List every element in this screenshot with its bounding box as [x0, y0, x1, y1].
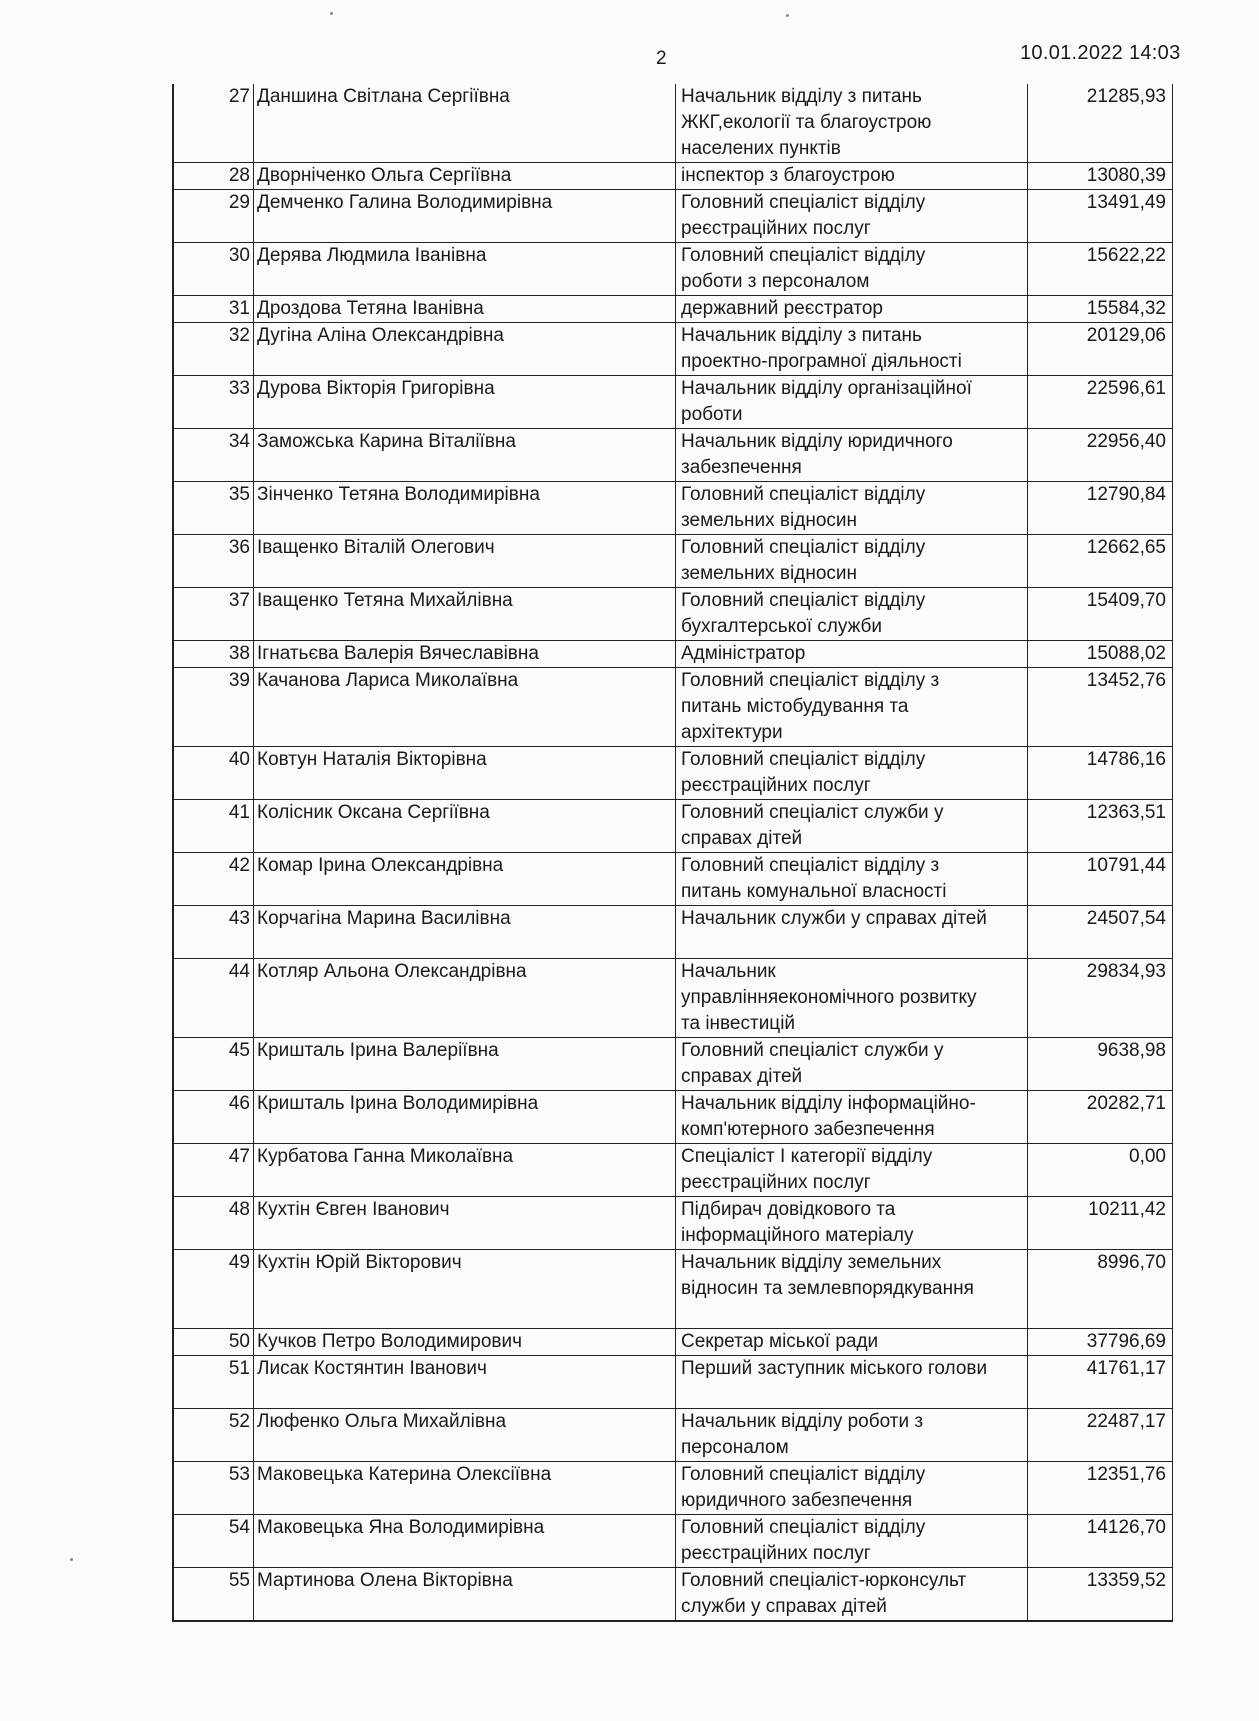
position-line: реєстраційних послуг	[681, 218, 871, 239]
employee-position	[676, 163, 1028, 190]
position-line: юридичного забезпечення	[681, 1490, 913, 1511]
row-number: 38	[173, 641, 254, 668]
position-line: Головний спеціаліст відділу	[681, 1464, 926, 1485]
row-number: 46	[173, 1091, 254, 1144]
employee-position	[676, 959, 1028, 1038]
position-line: реєстраційних послуг	[681, 1543, 871, 1564]
position-line: комп'ютерного забезпечення	[681, 1119, 935, 1140]
position-line: Начальник відділу з питань	[681, 86, 922, 107]
position-line: Головний спеціаліст відділу	[681, 192, 926, 213]
salary-amount: 14786,16	[1028, 747, 1173, 800]
employee-position	[676, 1356, 1028, 1409]
table-row	[173, 1462, 1173, 1515]
position-line: земельних відносин	[681, 563, 858, 584]
position-line: Головний спеціаліст служби у	[681, 802, 944, 823]
salary-amount: 9638,98	[1028, 1038, 1173, 1091]
table-row	[173, 1250, 1173, 1329]
employee-position	[676, 190, 1028, 243]
row-number: 43	[173, 906, 254, 959]
row-number: 42	[173, 853, 254, 906]
table-row	[173, 959, 1173, 1038]
employee-name: Кухтін Євген Іванович	[254, 1197, 676, 1250]
position-line: служби у справах дітей	[681, 1596, 887, 1617]
employee-name: Зінченко Тетяна Володимирівна	[254, 482, 676, 535]
row-number: 33	[173, 376, 254, 429]
salary-amount: 13359,52	[1028, 1568, 1173, 1622]
row-number: 55	[173, 1568, 254, 1622]
row-number: 53	[173, 1462, 254, 1515]
position-line: земельних відносин	[681, 510, 858, 531]
row-number: 27	[173, 84, 254, 163]
print-datetime: 10.01.2022 14:03	[1020, 42, 1181, 64]
row-number: 32	[173, 323, 254, 376]
salary-amount: 12351,76	[1028, 1462, 1173, 1515]
position-line: та інвестицій	[681, 1013, 796, 1034]
employee-name: Котляр Альона Олександрівна	[254, 959, 676, 1038]
employee-salary-table	[172, 84, 1173, 1622]
table-row	[173, 323, 1173, 376]
row-number: 39	[173, 668, 254, 747]
row-number: 54	[173, 1515, 254, 1568]
employee-position	[676, 1091, 1028, 1144]
employee-position	[676, 482, 1028, 535]
row-number: 47	[173, 1144, 254, 1197]
salary-amount: 20282,71	[1028, 1091, 1173, 1144]
employee-position	[676, 800, 1028, 853]
table-row	[173, 1091, 1173, 1144]
position-line: Начальник	[681, 961, 776, 982]
employee-name: Ковтун Наталія Вікторівна	[254, 747, 676, 800]
table-row	[173, 376, 1173, 429]
scan-speck	[70, 1558, 73, 1561]
employee-name: Кухтін Юрій Вікторович	[254, 1250, 676, 1329]
employee-name: Іващенко Віталій Олегович	[254, 535, 676, 588]
employee-position	[676, 588, 1028, 641]
position-line	[681, 1302, 1027, 1328]
position-line: Начальник відділу інформаційно-	[681, 1093, 976, 1114]
position-line: управлінняекономічного розвитку	[681, 987, 977, 1008]
position-line: роботи з персоналом	[681, 271, 870, 292]
salary-amount: 15584,32	[1028, 296, 1173, 323]
table-row	[173, 668, 1173, 747]
salary-amount: 15088,02	[1028, 641, 1173, 668]
employee-position	[676, 641, 1028, 668]
table-row	[173, 1515, 1173, 1568]
employee-name: Іващенко Тетяна Михайлівна	[254, 588, 676, 641]
employee-position	[676, 668, 1028, 747]
employee-name: Качанова Лариса Миколаївна	[254, 668, 676, 747]
row-number: 50	[173, 1329, 254, 1356]
table-row	[173, 1038, 1173, 1091]
salary-amount: 10211,42	[1028, 1197, 1173, 1250]
salary-amount: 24507,54	[1028, 906, 1173, 959]
table-row	[173, 853, 1173, 906]
position-line: інспектор з благоустрою	[681, 165, 895, 186]
table-row	[173, 800, 1173, 853]
employee-position	[676, 1409, 1028, 1462]
row-number: 48	[173, 1197, 254, 1250]
employee-name: Лисак Костянтин Іванович	[254, 1356, 676, 1409]
table-row	[173, 1144, 1173, 1197]
employee-name: Колісник Оксана Сергіївна	[254, 800, 676, 853]
salary-amount: 41761,17	[1028, 1356, 1173, 1409]
employee-name: Кучков Петро Володимирович	[254, 1329, 676, 1356]
table-row	[173, 1197, 1173, 1250]
position-line: Головний спеціаліст служби у	[681, 1040, 944, 1061]
employee-name: Дворніченко Ольга Сергіївна	[254, 163, 676, 190]
employee-name: Корчагіна Марина Василівна	[254, 906, 676, 959]
table-row	[173, 747, 1173, 800]
employee-name: Дурова Вікторія Григорівна	[254, 376, 676, 429]
position-line: відносин та землевпорядкування	[681, 1278, 974, 1299]
employee-name: Люфенко Ольга Михайлівна	[254, 1409, 676, 1462]
position-line: Головний спеціаліст-юрконсульт	[681, 1570, 967, 1591]
scan-speck	[330, 12, 333, 15]
table-row	[173, 482, 1173, 535]
salary-amount: 13491,49	[1028, 190, 1173, 243]
position-line: Головний спеціаліст відділу	[681, 484, 926, 505]
salary-amount: 12662,65	[1028, 535, 1173, 588]
position-line: державний реєстратор	[681, 298, 883, 319]
position-line: Спеціаліст І категорії відділу	[681, 1146, 933, 1167]
position-line: інформаційного матеріалу	[681, 1225, 914, 1246]
employee-position	[676, 84, 1028, 163]
employee-name: Дерява Людмила Іванівна	[254, 243, 676, 296]
position-line: реєстраційних послуг	[681, 775, 871, 796]
employee-name: Даншина Світлана Сергіївна	[254, 84, 676, 163]
table-row	[173, 1409, 1173, 1462]
salary-amount: 21285,93	[1028, 84, 1173, 163]
position-line	[681, 932, 1027, 958]
employee-position	[676, 323, 1028, 376]
employee-position	[676, 1144, 1028, 1197]
position-line: Адміністратор	[681, 643, 806, 664]
position-line: Начальник відділу з питань	[681, 325, 922, 346]
row-number: 44	[173, 959, 254, 1038]
position-line: Головний спеціаліст відділу	[681, 537, 926, 558]
salary-amount: 12363,51	[1028, 800, 1173, 853]
position-line: проектно-програмної діяльності	[681, 351, 962, 372]
salary-amount: 22596,61	[1028, 376, 1173, 429]
position-line: ЖКГ,екології та благоустрою	[681, 112, 932, 133]
position-line: справах дітей	[681, 828, 803, 849]
position-line: Начальник служби у справах дітей	[681, 908, 987, 929]
position-line: населених пунктів	[681, 138, 841, 159]
salary-amount: 12790,84	[1028, 482, 1173, 535]
position-line: архітектури	[681, 722, 783, 743]
position-line: реєстраційних послуг	[681, 1172, 871, 1193]
table-row	[173, 906, 1173, 959]
employee-position	[676, 429, 1028, 482]
row-number: 37	[173, 588, 254, 641]
page-number: 2	[656, 48, 667, 69]
employee-name: Кришталь Ірина Володимирівна	[254, 1091, 676, 1144]
position-line: Головний спеціаліст відділу	[681, 749, 926, 770]
salary-amount: 29834,93	[1028, 959, 1173, 1038]
position-line: Головний спеціаліст відділу з	[681, 855, 940, 876]
employee-position	[676, 1515, 1028, 1568]
employee-position	[676, 1568, 1028, 1622]
table-row	[173, 535, 1173, 588]
employee-name: Дроздова Тетяна Іванівна	[254, 296, 676, 323]
employee-name: Комар Ірина Олександрівна	[254, 853, 676, 906]
position-line: Головний спеціаліст відділу	[681, 590, 926, 611]
salary-amount: 0,00	[1028, 1144, 1173, 1197]
salary-amount: 37796,69	[1028, 1329, 1173, 1356]
employee-position	[676, 296, 1028, 323]
row-number: 34	[173, 429, 254, 482]
row-number: 41	[173, 800, 254, 853]
employee-name: Дугіна Аліна Олександрівна	[254, 323, 676, 376]
scan-speck	[786, 14, 789, 17]
table-row	[173, 190, 1173, 243]
salary-amount: 22956,40	[1028, 429, 1173, 482]
table-row	[173, 243, 1173, 296]
position-line: Перший заступник міського голови	[681, 1358, 988, 1379]
position-line: Начальник відділу організаційної	[681, 378, 972, 399]
employee-name: Демченко Галина Володимирівна	[254, 190, 676, 243]
row-number: 29	[173, 190, 254, 243]
position-line: роботи	[681, 404, 743, 425]
salary-amount: 10791,44	[1028, 853, 1173, 906]
position-line: Головний спеціаліст відділу з	[681, 670, 940, 691]
row-number: 52	[173, 1409, 254, 1462]
salary-amount: 22487,17	[1028, 1409, 1173, 1462]
row-number: 31	[173, 296, 254, 323]
employee-position	[676, 906, 1028, 959]
table-row	[173, 1568, 1173, 1622]
salary-amount: 14126,70	[1028, 1515, 1173, 1568]
row-number: 51	[173, 1356, 254, 1409]
employee-position	[676, 376, 1028, 429]
employee-position	[676, 1197, 1028, 1250]
employee-name: Кришталь Ірина Валеріївна	[254, 1038, 676, 1091]
table-row	[173, 1356, 1173, 1409]
row-number: 45	[173, 1038, 254, 1091]
employee-name: Мартинова Олена Вікторівна	[254, 1568, 676, 1622]
table-row	[173, 1329, 1173, 1356]
position-line: забезпечення	[681, 457, 802, 478]
employee-position	[676, 1038, 1028, 1091]
table-row	[173, 296, 1173, 323]
employee-name: Маковецька Яна Володимирівна	[254, 1515, 676, 1568]
salary-amount: 13452,76	[1028, 668, 1173, 747]
salary-amount: 8996,70	[1028, 1250, 1173, 1329]
position-line: бухгалтерської служби	[681, 616, 883, 637]
salary-amount: 15622,22	[1028, 243, 1173, 296]
position-line: Головний спеціаліст відділу	[681, 1517, 926, 1538]
position-line: Начальник відділу роботи з	[681, 1411, 924, 1432]
table-row	[173, 429, 1173, 482]
row-number: 40	[173, 747, 254, 800]
salary-amount: 15409,70	[1028, 588, 1173, 641]
position-line: питань містобудування та	[681, 696, 909, 717]
employee-position	[676, 853, 1028, 906]
table-row	[173, 588, 1173, 641]
employee-position	[676, 1329, 1028, 1356]
table-row	[173, 641, 1173, 668]
position-line: Підбирач довідкового та	[681, 1199, 896, 1220]
employee-name: Маковецька Катерина Олексіївна	[254, 1462, 676, 1515]
row-number: 49	[173, 1250, 254, 1329]
employee-name: Ігнатьєва Валерія Вячеславівна	[254, 641, 676, 668]
row-number: 28	[173, 163, 254, 190]
salary-amount: 13080,39	[1028, 163, 1173, 190]
employee-name: Курбатова Ганна Миколаївна	[254, 1144, 676, 1197]
position-line: справах дітей	[681, 1066, 803, 1087]
employee-position	[676, 747, 1028, 800]
employee-name: Заможська Карина Віталіївна	[254, 429, 676, 482]
table-row	[173, 84, 1173, 163]
employee-position	[676, 1462, 1028, 1515]
employee-position	[676, 535, 1028, 588]
employee-position	[676, 243, 1028, 296]
position-line: Головний спеціаліст відділу	[681, 245, 926, 266]
salary-amount: 20129,06	[1028, 323, 1173, 376]
position-line: Секретар міської ради	[681, 1331, 879, 1352]
row-number: 36	[173, 535, 254, 588]
position-line: Начальник відділу земельних	[681, 1252, 942, 1273]
position-line	[681, 1382, 1027, 1408]
row-number: 30	[173, 243, 254, 296]
position-line: питань комунальної власності	[681, 881, 947, 902]
position-line: Начальник відділу юридичного	[681, 431, 953, 452]
position-line: персоналом	[681, 1437, 789, 1458]
row-number: 35	[173, 482, 254, 535]
table-row	[173, 163, 1173, 190]
employee-position	[676, 1250, 1028, 1329]
